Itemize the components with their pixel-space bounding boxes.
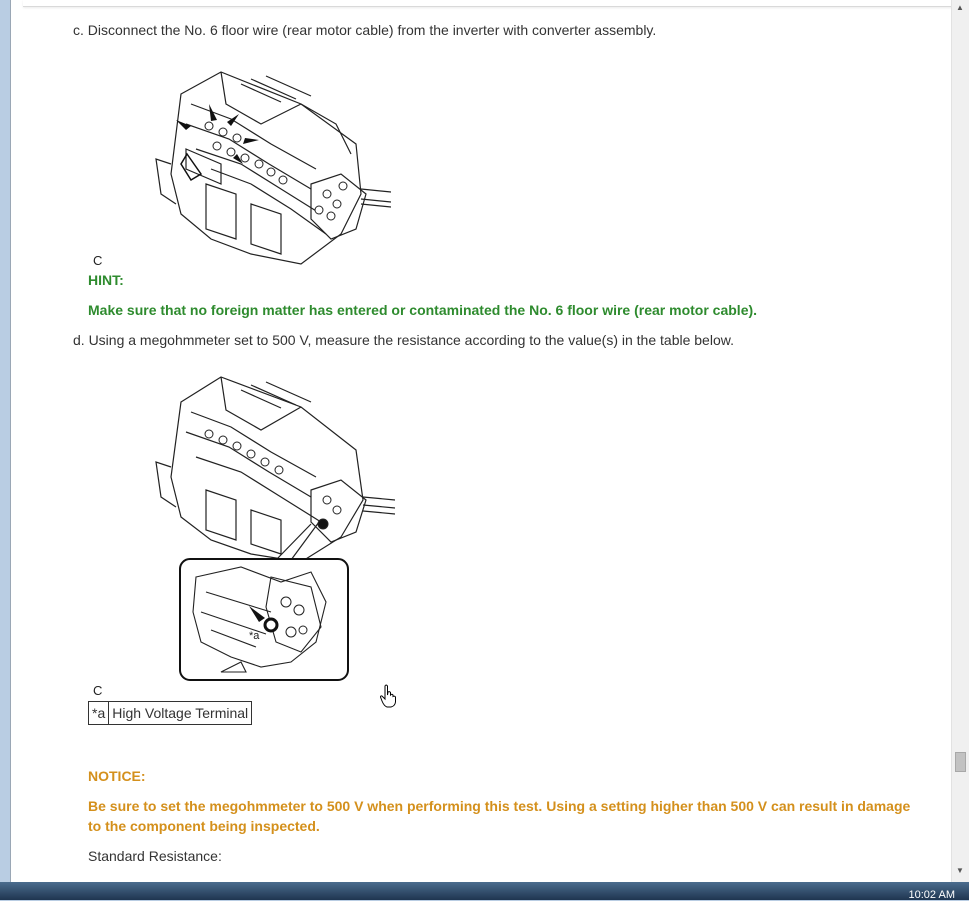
scroll-up-icon[interactable]: ▲: [956, 3, 964, 12]
figure-2-illustration: [151, 372, 396, 682]
step-c: c. Disconnect the No. 6 floor wire (rear motor cable) from the inverter with converter assembly.: [73, 22, 657, 38]
taskbar: [0, 882, 969, 900]
figure-2-caption: C: [93, 683, 103, 698]
scroll-down-icon[interactable]: ▼: [956, 866, 964, 875]
document-content: [11, 0, 947, 882]
hint-title: HINT:: [88, 272, 124, 288]
callout-label: *a: [249, 630, 260, 642]
notice-title: NOTICE:: [88, 768, 146, 784]
document-window: [10, 0, 969, 882]
legend-label: High Voltage Terminal: [109, 702, 252, 725]
figure-1-illustration: [151, 64, 391, 269]
legend-table: [88, 701, 252, 725]
taskbar-clock[interactable]: 10:02 AM: [908, 889, 955, 901]
vertical-scrollbar[interactable]: [951, 0, 969, 882]
figure-1-caption: C: [93, 253, 103, 268]
standard-resistance-label: Standard Resistance:: [88, 848, 222, 864]
legend-key: *a: [89, 702, 109, 725]
hand-cursor-icon: [379, 684, 399, 708]
scrollbar-thumb[interactable]: [955, 752, 966, 772]
step-d: d. Using a megohmmeter set to 500 V, measure the resistance according to the value(s) in the table below.: [73, 332, 734, 348]
notice-text: Be sure to set the megohmmeter to 500 V when performing this test. Using a setting higher than 500 V can result in damage to the component being inspected.: [88, 798, 911, 834]
hint-text: Make sure that no foreign matter has entered or contaminated the No. 6 floor wire (rear motor cable).: [88, 302, 758, 318]
